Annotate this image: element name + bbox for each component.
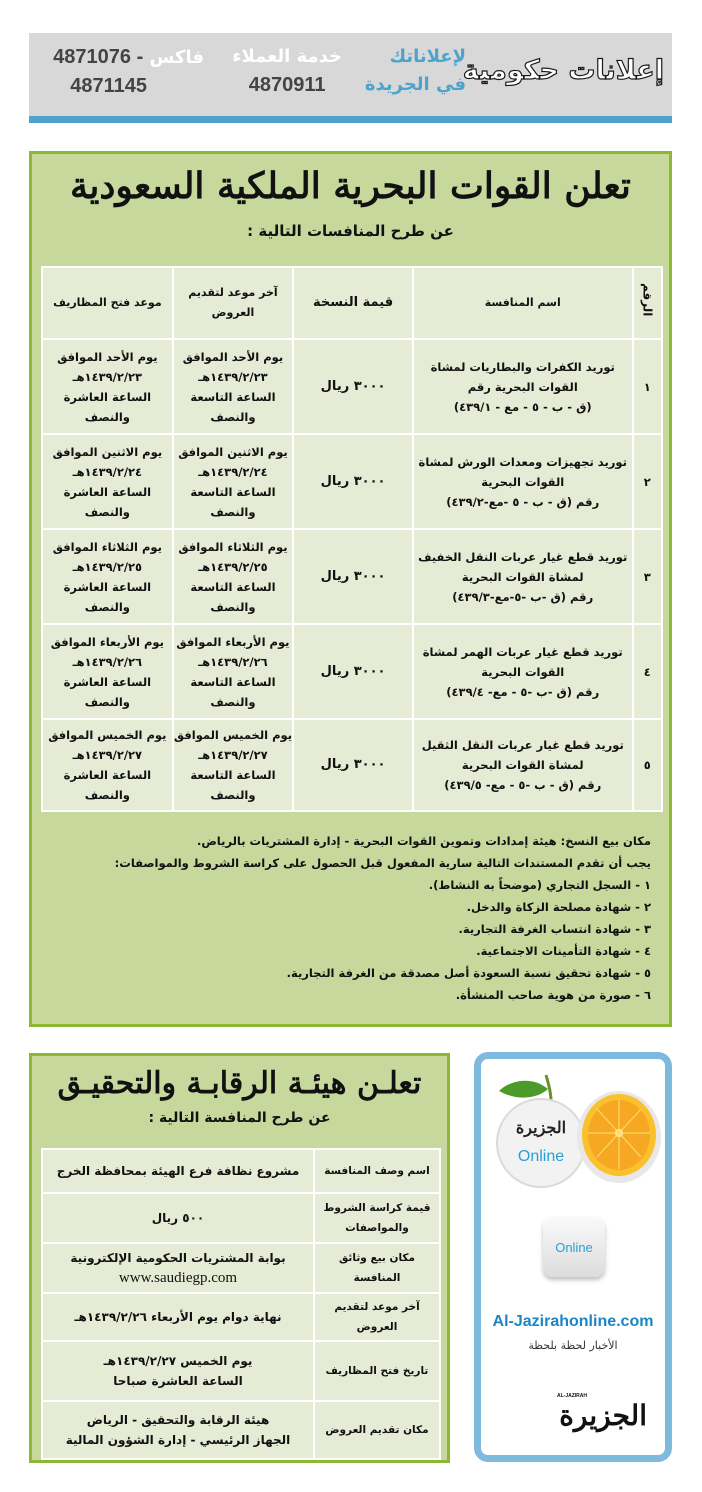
table-row — [42, 339, 662, 434]
table-row — [42, 529, 662, 624]
submission-deadline: يوم الأحد الموافق ١٤٣٩/٢/٢٣هـ الساعة التاسعة والنصف — [173, 339, 293, 434]
customer-service-label: خدمة العملاء — [232, 46, 342, 67]
audit-ad-title: تعلـن هيئـة الرقابـة والتحقيـق — [57, 1066, 422, 1101]
customer-service — [232, 43, 342, 99]
audit-tender-table — [41, 1148, 441, 1460]
envelope-opening: يوم الأربعاء الموافق ١٤٣٩/٢/٢٦هـ الساعة العاشرة والنصف — [42, 624, 173, 719]
navy-ad-subtitle: عن طرح المنافسات التالية : — [247, 222, 454, 240]
navy-tenders-table — [41, 266, 663, 812]
jazirah-online-url[interactable]: Al-Jazirahonline.com — [492, 1313, 654, 1330]
fax-number-2: 4871145 — [70, 75, 147, 97]
fax — [53, 43, 204, 100]
row-label: آخر موعد لتقديم العروض — [314, 1293, 440, 1341]
envelope-opening: يوم الثلاثاء الموافق ١٤٣٩/٢/٢٥هـ الساعة العاشرة والنصف — [42, 529, 173, 624]
tender-name: توريد قطع غيار عربات النقل الثقيل لمشاة القوات البحرية رقم (ق - ب -٥ - مع- ٤٣٩/٥) — [413, 719, 633, 811]
submission-deadline: يوم الأربعاء الموافق ١٤٣٩/٢/٢٦هـ الساعة التاسعة والنصف — [173, 624, 293, 719]
row-label: قيمة كراسة الشروط والمواصفات — [314, 1193, 440, 1243]
tender-name: توريد تجهيزات ومعدات الورش لمشاة القوات البحرية رقم (ق - ب - ٥ -مع-٤٣٩/٢) — [413, 434, 633, 529]
copy-price: ٣٠٠٠ ريال — [293, 529, 413, 624]
row-value: مشروع نظافة فرع الهيئة بمحافظة الخرج — [42, 1149, 314, 1193]
orange-image-icon — [491, 1071, 663, 1191]
online-button[interactable]: Online — [543, 1217, 605, 1277]
tender-name: توريد قطع غيار عربات الهمر لمشاة القوات البحرية رقم (ق -ب -٥ - مع- ٤٣٩/٤) — [413, 624, 633, 719]
row-number: ١ — [633, 339, 662, 434]
note-sale-location: مكان بيع النسخ: هيئة إمدادات وتموين القوات البحرية - إدارة المشتريات بالرياض. — [196, 834, 651, 848]
ads-label — [365, 43, 466, 99]
envelope-opening: يوم الاثنين الموافق ١٤٣٩/٢/٢٤هـ الساعة العاشرة والنصف — [42, 434, 173, 529]
row-label: تاريخ فتح المظاريف — [314, 1341, 440, 1401]
row-number: ٤ — [633, 624, 662, 719]
header-title: إعلانات حكومية — [462, 55, 664, 86]
envelope-opening: يوم الأحد الموافق ١٤٣٩/٢/٢٣هـ الساعة العاشرة والنصف — [42, 339, 173, 434]
audit-ad-subtitle: عن طرح المنافسة التالية : — [148, 1110, 331, 1126]
logo-small-text: AL-JAZIRAH — [557, 1393, 587, 1399]
tender-name: توريد الكفرات والبطاريات لمشاة القوات البحرية رقم (ق - ب - ٥ - مع - ٤٣٩/١) — [413, 339, 633, 434]
table-row — [42, 434, 662, 529]
note-required-docs: يجب أن تقدم المستندات التالية سارية المفعول قبل الحصول على كراسة الشروط والمواصفات: — [114, 856, 651, 870]
copy-price: ٣٠٠٠ ريال — [293, 434, 413, 529]
note-doc-item: ٥ - شهادة تحقيق نسبة السعودة أصل مصدقة من الغرفة التجارية. — [286, 966, 651, 980]
copy-price: ٣٠٠٠ ريال — [293, 719, 413, 811]
col-header-number: الرقم — [633, 267, 662, 339]
row-number: ٢ — [633, 434, 662, 529]
col-header-deadline: آخر موعد لتقديم العروض — [173, 267, 293, 339]
table-row — [42, 624, 662, 719]
tender-name: توريد قطع غيار عربات النقل الخفيف لمشاة القوات البحرية رقم (ق -ب -٥-مع-٤٣٩/٣) — [413, 529, 633, 624]
fax-label: فاكس — [149, 47, 204, 68]
svg-text:Online: Online — [517, 1148, 565, 1165]
submission-deadline: يوم الاثنين الموافق ١٤٣٩/٢/٢٤هـ الساعة التاسعة والنصف — [173, 434, 293, 529]
table-header-row — [42, 267, 662, 339]
saudiegp-link[interactable]: www.saudiegp.com — [118, 1270, 238, 1286]
fax-number-1: 4871076 - — [53, 46, 144, 68]
audit-tender-ad — [29, 1053, 450, 1463]
row-value: نهاية دوام يوم الأربعاء ١٤٣٩/٢/٢٦هـ — [42, 1293, 314, 1341]
note-doc-item: ٢ - شهادة مصلحة الزكاة والدخل. — [466, 900, 651, 914]
navy-ad-title: تعلن القوات البحرية الملكية السعودية — [70, 165, 631, 207]
row-number: ٣ — [633, 529, 662, 624]
row-value: يوم الخميس ١٤٣٩/٢/٢٧هـ الساعة العاشرة صباحا — [42, 1341, 314, 1401]
table-row — [42, 1341, 440, 1401]
note-doc-item: ٤ - شهادة التأمينات الاجتماعية. — [476, 944, 651, 958]
row-value: بوابة المشتريات الحكومية الإلكترونية www.saudiegp.com — [42, 1243, 314, 1293]
col-header-opening: موعد فتح المظاريف — [42, 267, 173, 339]
table-row — [42, 1401, 440, 1459]
row-value: هيئة الرقابة والتحقيق - الرياض الجهاز الرئيسي - إدارة الشؤون المالية — [42, 1401, 314, 1459]
gov-ads-header — [29, 33, 672, 117]
ads-label-line1: لإعلاناتك — [389, 46, 466, 67]
envelope-opening: يوم الخميس الموافق ١٤٣٩/٢/٢٧هـ الساعة العاشرة والنصف — [42, 719, 173, 811]
copy-price: ٣٠٠٠ ريال — [293, 339, 413, 434]
row-label: اسم وصف المنافسة — [314, 1149, 440, 1193]
row-label: مكان تقديم العروض — [314, 1401, 440, 1459]
table-row — [42, 1193, 440, 1243]
navy-ad-notes — [41, 830, 651, 1006]
row-label: مكان بيع وثائق المنافسة — [314, 1243, 440, 1293]
note-doc-item: ٦ - صورة من هوية صاحب المنشأة. — [455, 988, 651, 1002]
col-header-name: اسم المنافسة — [413, 267, 633, 339]
row-value: ٥٠٠ ريال — [42, 1193, 314, 1243]
al-jazirah-online-ad[interactable] — [474, 1052, 672, 1462]
submission-deadline: يوم الخميس الموافق ١٤٣٩/٢/٢٧هـ الساعة التاسعة والنصف — [173, 719, 293, 811]
col-header-price: قيمة النسخة — [293, 267, 413, 339]
submission-deadline: يوم الثلاثاء الموافق ١٤٣٩/٢/٢٥هـ الساعة التاسعة والنصف — [173, 529, 293, 624]
note-doc-item: ٣ - شهادة انتساب الغرفة التجارية. — [458, 922, 651, 936]
note-doc-item: ١ - السجل التجاري (موضحاً به النشاط). — [428, 878, 651, 892]
header-accent-bar — [29, 116, 672, 123]
navy-tender-ad — [29, 151, 672, 1027]
table-row — [42, 719, 662, 811]
svg-text:الجزيرة: الجزيرة — [515, 1118, 567, 1137]
ad-tagline: الأخبار لحظة بلحظة — [528, 1339, 618, 1352]
row-number: ٥ — [633, 719, 662, 811]
customer-service-number: 4870911 — [248, 74, 326, 96]
table-row — [42, 1243, 440, 1293]
table-row — [42, 1149, 440, 1193]
ads-label-line2: في الجريدة — [364, 74, 466, 95]
al-jazirah-logo: الجزيرة — [559, 1399, 647, 1432]
table-row — [42, 1293, 440, 1341]
copy-price: ٣٠٠٠ ريال — [293, 624, 413, 719]
